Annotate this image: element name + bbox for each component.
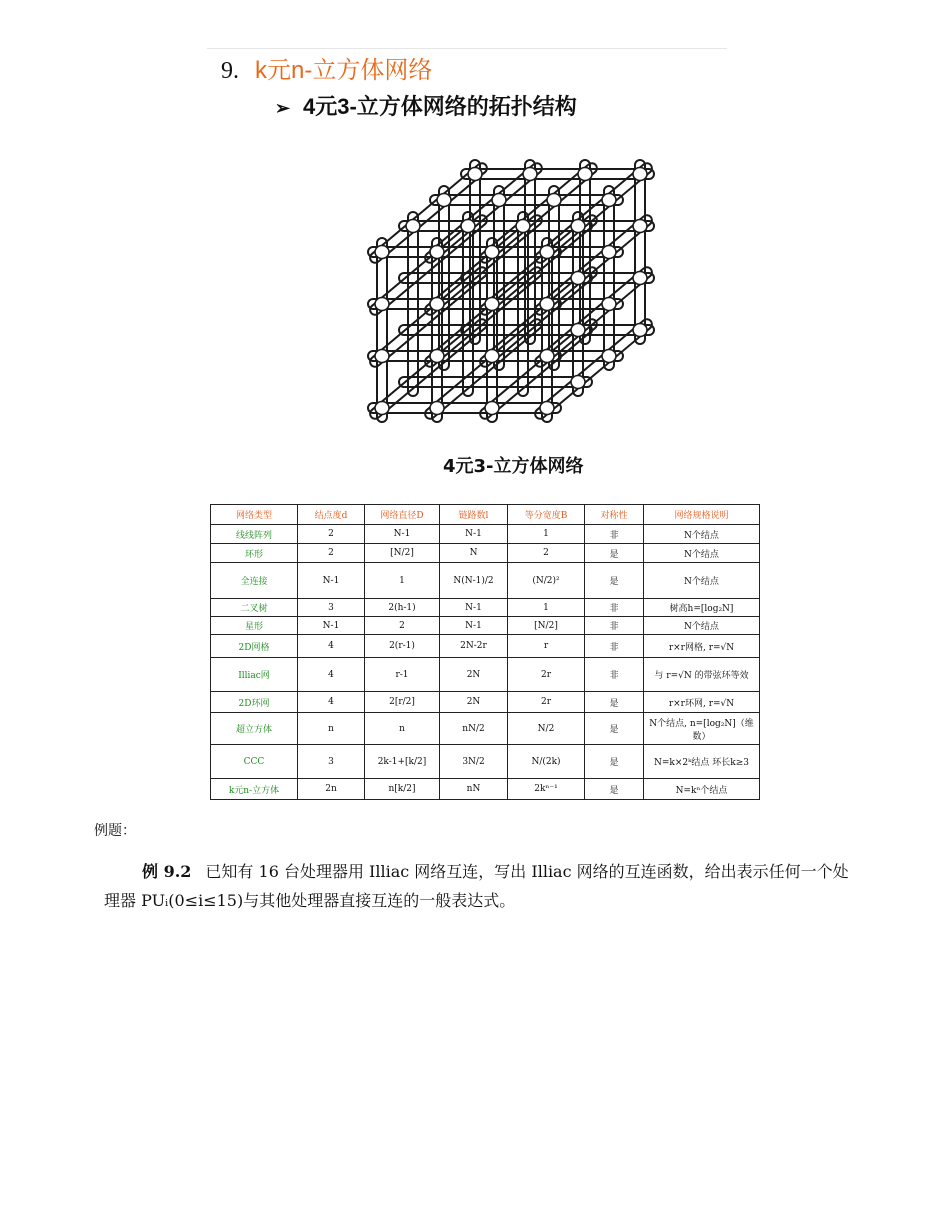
table-cell: 是 bbox=[585, 779, 644, 800]
table-cell: 2N-2r bbox=[440, 635, 508, 658]
network-node bbox=[375, 402, 389, 415]
table-cell: N-1 bbox=[440, 599, 508, 617]
network-node bbox=[571, 272, 585, 285]
table-cell: 2 bbox=[298, 525, 365, 544]
table-cell: r bbox=[508, 635, 585, 658]
table-cell: nN bbox=[440, 779, 508, 800]
table-cell: 2N bbox=[440, 658, 508, 692]
network-type-cell: k元n-立方体 bbox=[211, 779, 298, 800]
subheading bbox=[275, 92, 577, 123]
table-cell: 2N bbox=[440, 692, 508, 713]
table-header-cell: 链路数l bbox=[440, 505, 508, 525]
table-cell: N个结点, n=[log₂N]（维数） bbox=[644, 713, 760, 745]
table-cell: 2 bbox=[365, 617, 440, 635]
table-cell: 4 bbox=[298, 658, 365, 692]
table-cell: 3N/2 bbox=[440, 745, 508, 779]
table-cell: N个结点 bbox=[644, 525, 760, 544]
network-type-cell: 2D网格 bbox=[211, 635, 298, 658]
table-cell: N个结点 bbox=[644, 544, 760, 563]
table-cell: r×r网格, r=√N bbox=[644, 635, 760, 658]
network-node bbox=[633, 168, 647, 181]
table-cell: 是 bbox=[585, 563, 644, 599]
table-header-cell: 网络类型 bbox=[211, 505, 298, 525]
network-node bbox=[571, 324, 585, 337]
wraparound-link bbox=[377, 238, 387, 422]
table-cell: r-1 bbox=[365, 658, 440, 692]
table-row bbox=[211, 745, 760, 779]
network-type-cell: 全连接 bbox=[211, 563, 298, 599]
table-cell: 2 bbox=[298, 544, 365, 563]
table-cell: [N/2] bbox=[365, 544, 440, 563]
table-cell: nN/2 bbox=[440, 713, 508, 745]
table-cell: 2[r/2] bbox=[365, 692, 440, 713]
section-title-text: k元n-立方体网络 bbox=[255, 57, 433, 84]
table-cell: 是 bbox=[585, 692, 644, 713]
table-cell: r×r环网, r=√N bbox=[644, 692, 760, 713]
network-node bbox=[485, 298, 499, 311]
wraparound-link bbox=[368, 247, 561, 257]
section-number: 9. bbox=[221, 58, 239, 84]
network-node bbox=[468, 168, 482, 181]
table-row bbox=[211, 779, 760, 800]
table-cell: 是 bbox=[585, 544, 644, 563]
network-node bbox=[578, 168, 592, 181]
network-node bbox=[523, 168, 537, 181]
table-cell: 1 bbox=[508, 525, 585, 544]
network-node bbox=[492, 194, 506, 207]
table-cell: 2(h-1) bbox=[365, 599, 440, 617]
example-label: 例题： bbox=[94, 823, 136, 839]
wraparound-link bbox=[461, 273, 654, 283]
table-cell: n[k/2] bbox=[365, 779, 440, 800]
network-node bbox=[437, 194, 451, 207]
example-problem bbox=[104, 857, 864, 915]
network-node bbox=[602, 298, 616, 311]
table-row bbox=[211, 713, 760, 745]
network-node bbox=[430, 402, 444, 415]
network-type-cell: CCC bbox=[211, 745, 298, 779]
table-row bbox=[211, 525, 760, 544]
table-row bbox=[211, 635, 760, 658]
table-header-cell: 等分宽度B bbox=[508, 505, 585, 525]
network-node bbox=[540, 350, 554, 363]
network-node bbox=[485, 350, 499, 363]
wraparound-link bbox=[604, 186, 614, 370]
network-node bbox=[461, 220, 475, 233]
table-cell: 2k-1+[k/2] bbox=[365, 745, 440, 779]
wraparound-link bbox=[399, 273, 592, 283]
network-type-cell: 环形 bbox=[211, 544, 298, 563]
table-cell: (N/2)² bbox=[508, 563, 585, 599]
table-cell: 3 bbox=[298, 599, 365, 617]
table-cell: 2 bbox=[508, 544, 585, 563]
table-cell: [N/2] bbox=[508, 617, 585, 635]
wraparound-link bbox=[399, 221, 592, 231]
example-heading: 例 9.2 bbox=[142, 862, 192, 881]
wraparound-link bbox=[368, 351, 561, 361]
table-cell: N-1 bbox=[298, 563, 365, 599]
table-cell: 3 bbox=[298, 745, 365, 779]
table-cell: 是 bbox=[585, 745, 644, 779]
table-cell: 2r bbox=[508, 692, 585, 713]
table-cell: 是 bbox=[585, 713, 644, 745]
network-node bbox=[540, 246, 554, 259]
table-cell: 非 bbox=[585, 635, 644, 658]
wraparound-link bbox=[368, 299, 561, 309]
table-cell: n bbox=[365, 713, 440, 745]
wraparound-link bbox=[408, 212, 418, 396]
table-cell: n bbox=[298, 713, 365, 745]
wraparound-link bbox=[368, 403, 561, 413]
example-body: 已知有 16 台处理器用 Illiac 网络互连，写出 Illiac 网络的互连函数，给出表示任何一个处理器 PUᵢ(0≤i≤15)与其他处理器直接互连的一般表达式。 bbox=[104, 862, 849, 910]
table-cell: 4 bbox=[298, 692, 365, 713]
table-cell: 4 bbox=[298, 635, 365, 658]
network-node bbox=[430, 298, 444, 311]
table-cell: 1 bbox=[508, 599, 585, 617]
table-cell: 非 bbox=[585, 525, 644, 544]
network-node bbox=[547, 194, 561, 207]
table-row bbox=[211, 692, 760, 713]
table-cell: N个结点 bbox=[644, 563, 760, 599]
wraparound-link bbox=[430, 299, 623, 309]
table-cell: N/(2k) bbox=[508, 745, 585, 779]
network-node bbox=[633, 272, 647, 285]
table-cell: N=kⁿ个结点 bbox=[644, 779, 760, 800]
wraparound-link bbox=[430, 195, 623, 205]
network-node bbox=[602, 194, 616, 207]
network-node bbox=[375, 350, 389, 363]
network-node bbox=[571, 376, 585, 389]
table-cell: 非 bbox=[585, 658, 644, 692]
table-cell: 树高h=[log₂N] bbox=[644, 599, 760, 617]
table-cell: 非 bbox=[585, 617, 644, 635]
network-type-cell: Illiac网 bbox=[211, 658, 298, 692]
network-node bbox=[602, 350, 616, 363]
wraparound-link bbox=[430, 351, 623, 361]
table-cell: 2(r-1) bbox=[365, 635, 440, 658]
table-header-row bbox=[211, 505, 760, 525]
table-header-cell: 对称性 bbox=[585, 505, 644, 525]
table-cell: N bbox=[440, 544, 508, 563]
network-node bbox=[406, 220, 420, 233]
network-node bbox=[430, 350, 444, 363]
network-type-cell: 线线阵列 bbox=[211, 525, 298, 544]
top-divider bbox=[207, 48, 727, 49]
network-node bbox=[633, 220, 647, 233]
table-header-cell: 结点度d bbox=[298, 505, 365, 525]
table-row bbox=[211, 544, 760, 563]
figure-caption: 4元3-立方体网络 bbox=[443, 456, 584, 477]
network-node bbox=[633, 324, 647, 337]
table-header-cell: 网络规格说明 bbox=[644, 505, 760, 525]
subheading-text: 4元3-立方体网络的拓扑结构 bbox=[303, 94, 577, 119]
table-cell: N-1 bbox=[298, 617, 365, 635]
wraparound-link bbox=[461, 221, 654, 231]
network-node bbox=[485, 402, 499, 415]
wraparound-link bbox=[430, 247, 623, 257]
table-header-cell: 网络直径D bbox=[365, 505, 440, 525]
network-type-cell: 2D环网 bbox=[211, 692, 298, 713]
arrow-bullet-icon: ➢ bbox=[275, 98, 291, 118]
network-node bbox=[375, 298, 389, 311]
table-row bbox=[211, 599, 760, 617]
table-cell: N-1 bbox=[440, 617, 508, 635]
wraparound-link bbox=[461, 325, 654, 335]
network-type-cell: 超立方体 bbox=[211, 713, 298, 745]
wraparound-link bbox=[399, 377, 592, 387]
network-node bbox=[602, 246, 616, 259]
wraparound-link bbox=[399, 325, 592, 335]
network-node bbox=[540, 298, 554, 311]
table-cell: 2n bbox=[298, 779, 365, 800]
table-cell: N-1 bbox=[440, 525, 508, 544]
table-row bbox=[211, 563, 760, 599]
table-cell: 与 r=√N 的带弦环等效 bbox=[644, 658, 760, 692]
network-type-cell: 星形 bbox=[211, 617, 298, 635]
network-node bbox=[430, 246, 444, 259]
table-row bbox=[211, 617, 760, 635]
table-cell: 非 bbox=[585, 599, 644, 617]
cube-network-figure bbox=[345, 130, 730, 455]
table-cell: 2kⁿ⁻¹ bbox=[508, 779, 585, 800]
table-cell: N/2 bbox=[508, 713, 585, 745]
table-cell: N-1 bbox=[365, 525, 440, 544]
table-cell: N个结点 bbox=[644, 617, 760, 635]
network-comparison-table bbox=[210, 504, 760, 800]
table-cell: 1 bbox=[365, 563, 440, 599]
network-node bbox=[571, 220, 585, 233]
network-type-cell: 二叉树 bbox=[211, 599, 298, 617]
section-title bbox=[221, 55, 432, 86]
wraparound-link bbox=[461, 169, 654, 179]
network-node bbox=[540, 402, 554, 415]
table-cell: N(N-1)/2 bbox=[440, 563, 508, 599]
wraparound-link bbox=[635, 160, 645, 344]
network-node bbox=[375, 246, 389, 259]
network-node bbox=[485, 246, 499, 259]
table-cell: N=k×2ᵏ结点 环长k≥3 bbox=[644, 745, 760, 779]
table-row bbox=[211, 658, 760, 692]
table-cell: 2r bbox=[508, 658, 585, 692]
network-node bbox=[516, 220, 530, 233]
